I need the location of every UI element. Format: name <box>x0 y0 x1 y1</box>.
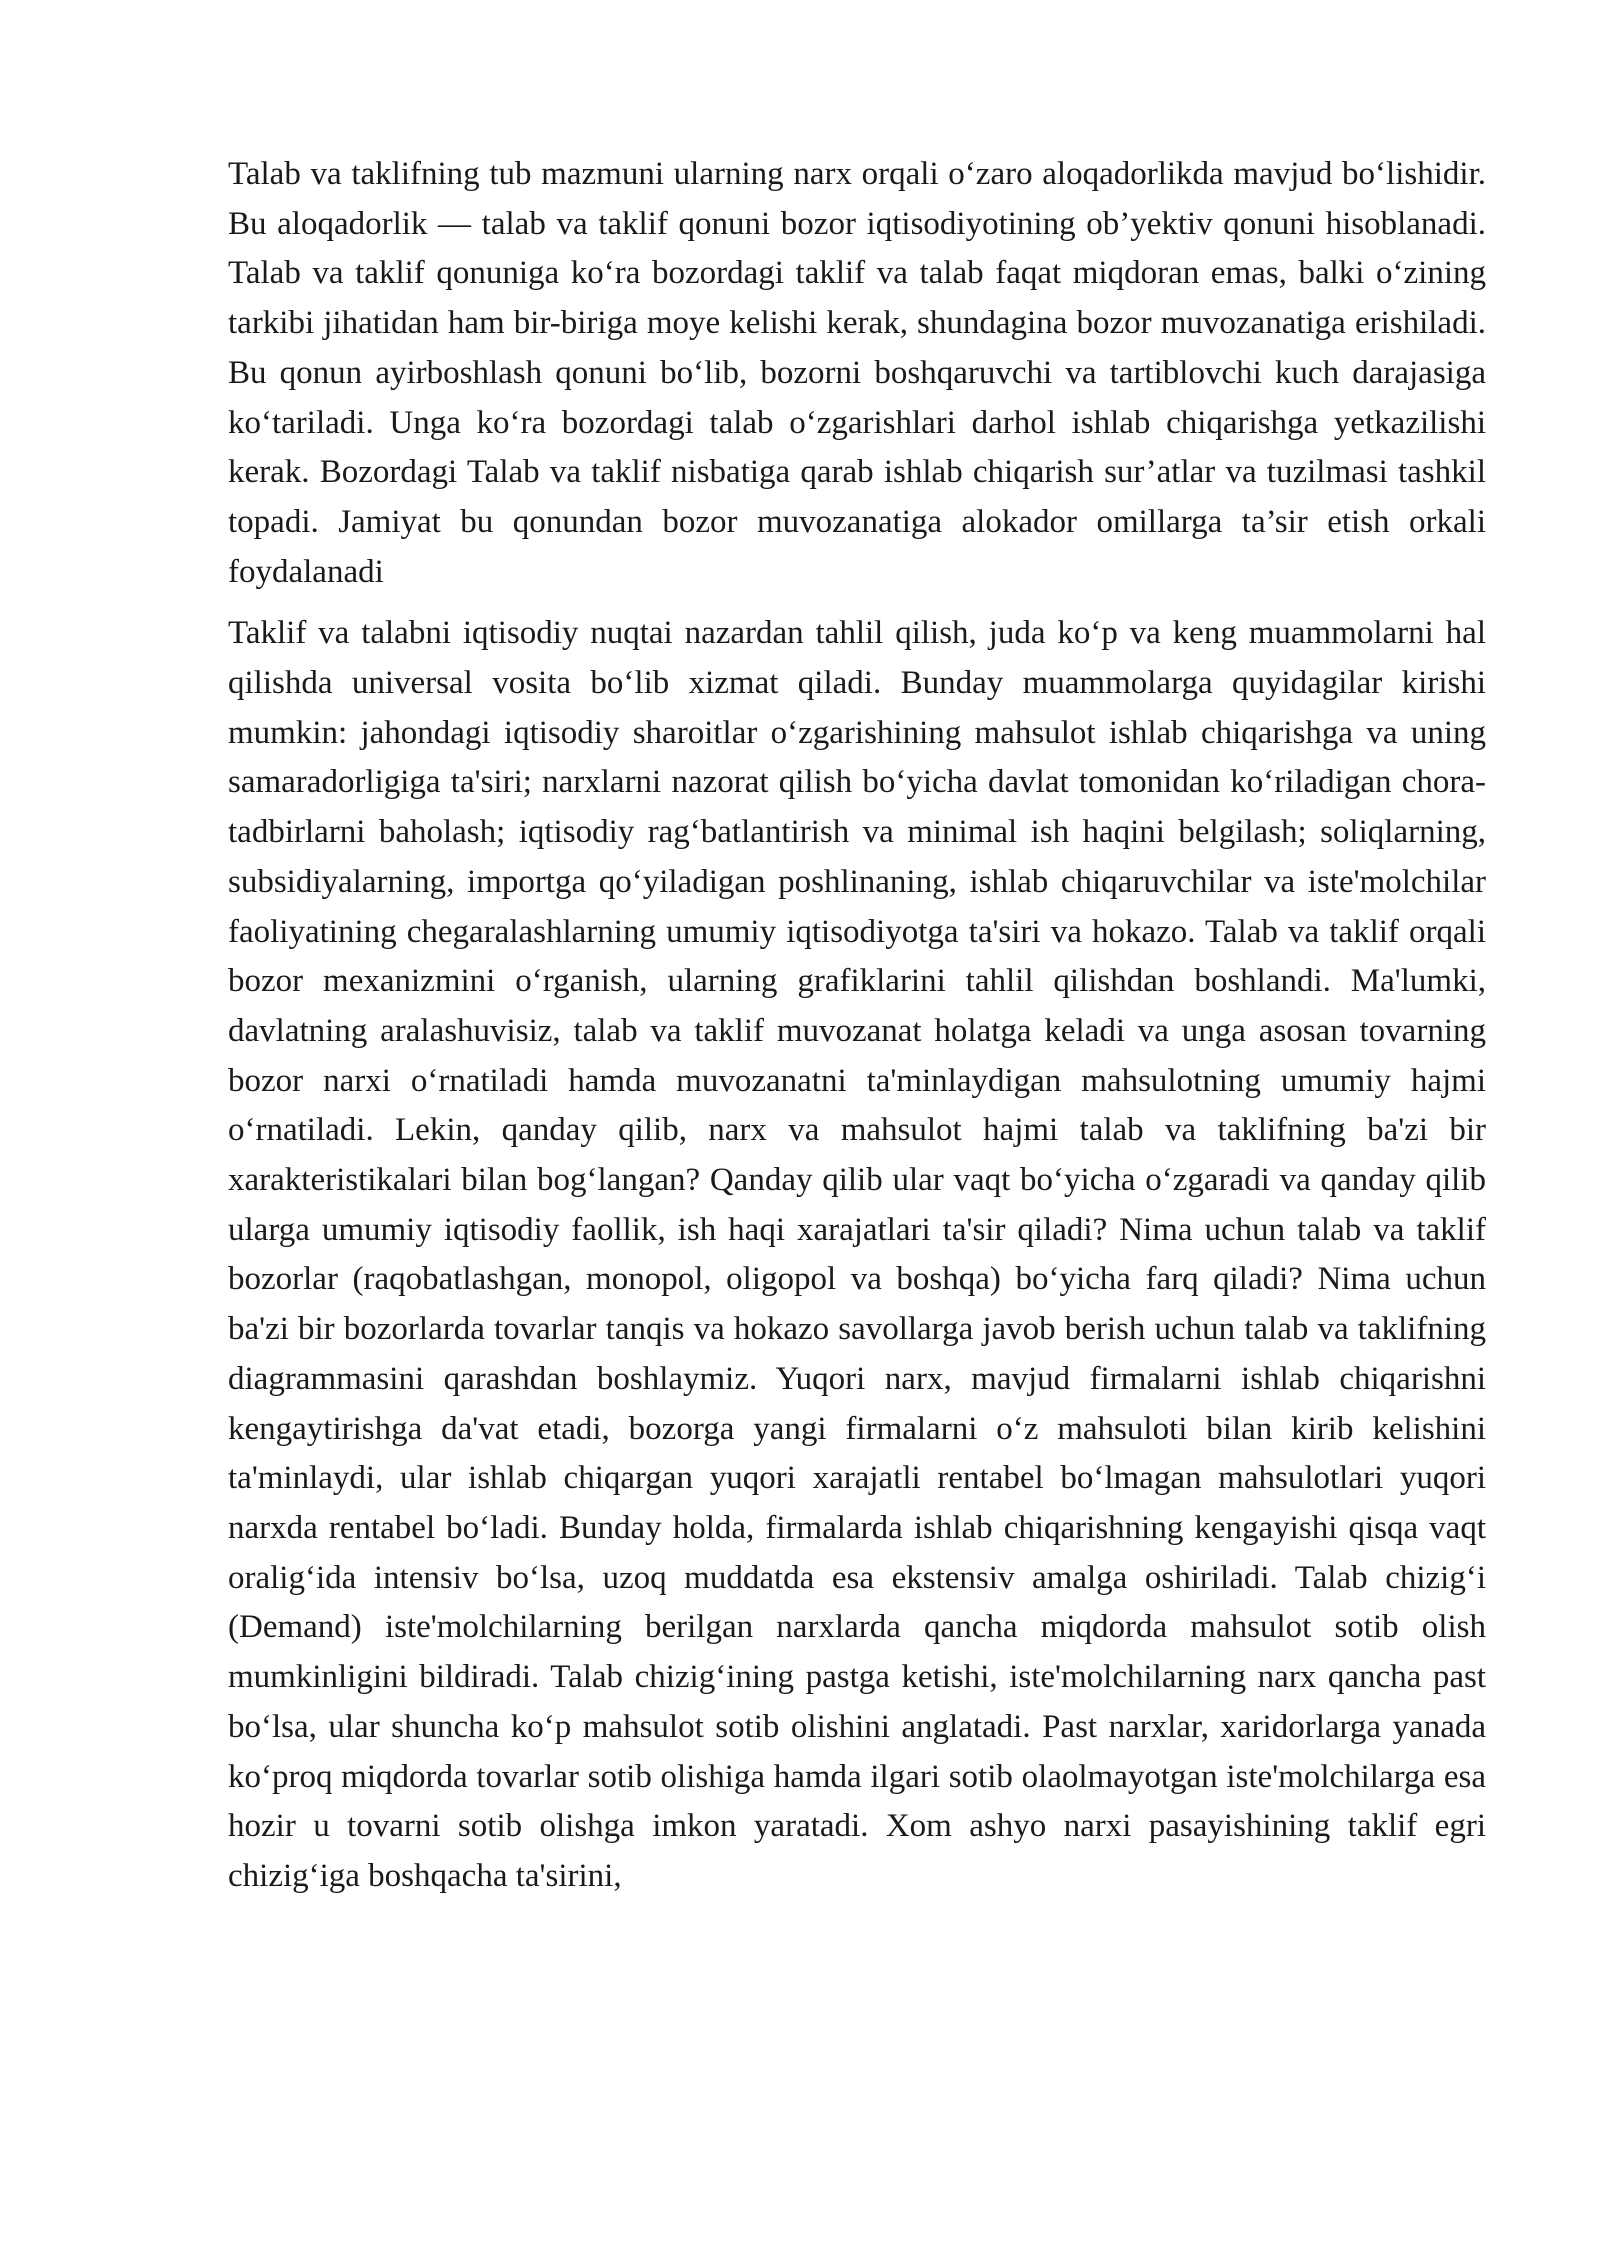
document-page <box>228 150 1486 1902</box>
paragraph-2: Taklif va talabni iqtisodiy nuqtai nazardan tahlil qilish, juda ko‘p va keng muammolarni hal qilishda universal vosita bo‘lib xizmat qiladi. Bunday muammolarga quyidagilar kirishi mumkin: jahondagi iqtisodiy sharoitlar o‘zgarishining mahsulot ishlab chiqarishga va uning samaradorligiga ta'siri; narxlarni nazorat qilish bo‘yicha davlat tomonidan ko‘riladigan chora-tadbirlarni baholash; iqtisodiy rag‘batlantirish va minimal ish haqini belgilash; soliqlarning, subsidiyalarning, importga qo‘yiladigan poshlinaning, ishlab chiqaruvchilar va iste'molchilar faoliyatining chegaralashlarning umumiy iqtisodiyotga ta'siri va hokazo. Talab va taklif orqali bozor mexanizmini o‘rganish, ularning grafiklarini tahlil qilishdan boshlandi. Ma'lumki, davlatning aralashuvisiz, talab va taklif muvozanat holatga keladi va unga asosan tovarning bozor narxi o‘rnatiladi hamda muvozanatni ta'minlaydigan mahsulotning umumiy hajmi o‘rnatiladi. Lekin, qanday qilib, narx va mahsulot hajmi talab va taklifning ba'zi bir xarakteristikalari bilan bog‘langan? Qanday qilib ular vaqt bo‘yicha o‘zgaradi va qanday qilib ularga umumiy iqtisodiy faollik, ish haqi xarajatlari ta'sir qiladi? Nima uchun talab va taklif bozorlar (raqobatlashgan, monopol, oligopol va boshqa) bo‘yicha farq qiladi? Nima uchun ba'zi bir bozorlarda tovarlar tanqis va hokazo savollarga javob berish uchun talab va taklifning diagrammasini qarashdan boshlaymiz. Yuqori narx, mavjud firmalarni ishlab chiqarishni kengaytirishga da'vat etadi, bozorga yangi firmalarni o‘z mahsuloti bilan kirib kelishini ta'minlaydi, ular ishlab chiqargan yuqori xarajatli rentabel bo‘lmagan mahsulotlari yuqori narxda rentabel bo‘ladi. Bunday holda, firmalarda ishlab chiqarishning kengayishi qisqa vaqt oralig‘ida intensiv bo‘lsa, uzoq muddatda esa ekstensiv amalga oshiriladi. Talab chizig‘i (Demand) iste'molchilarning berilgan narxlarda qancha miqdorda mahsulot sotib olish mumkinligini bildiradi. Talab chizig‘ining pastga ketishi, iste'molchilarning narx qancha past bo‘lsa, ular shuncha ko‘p mahsulot sotib olishini anglatadi. Past narxlar, xaridorlarga yanada ko‘proq miqdorda tovarlar sotib olishiga hamda ilgari sotib olaolmayotgan iste'molchilarga esa hozir u tovarni sotib olishga imkon yaratadi. Xom ashyo narxi pasayishining taklif egri chizig‘iga boshqacha ta'sirini, <box>228 615 1486 1894</box>
paragraph-1: Talab va taklifning tub mazmuni ularning narx orqali o‘zaro aloqadorlikda mavjud bo‘lishidir. Bu aloqadorlik — talab va taklif qonuni bozor iqtisodiyotining ob’yektiv qonuni hisoblanadi. Talab va taklif qonuniga ko‘ra bozordagi taklif va talab faqat miqdoran emas, balki o‘zining tarkibi jihatidan ham bir-biriga moye kelishi kerak, shundagina bozor muvozanatiga erishiladi. Bu qonun ayirboshlash qonuni bo‘lib, bozorni boshqaruvchi va tartiblovchi kuch darajasiga ko‘tariladi. Unga ko‘ra bozordagi talab o‘zgarishlari darhol ishlab chiqarishga yetkazilishi kerak. Bozordagi Talab va taklif nisbatiga qarab ishlab chiqarish sur’atlar va tuzilmasi tashkil topadi. Jamiyat bu qonundan bozor muvozanatiga alokador omillarga ta’sir etish orkali foydalanadi <box>228 156 1486 590</box>
